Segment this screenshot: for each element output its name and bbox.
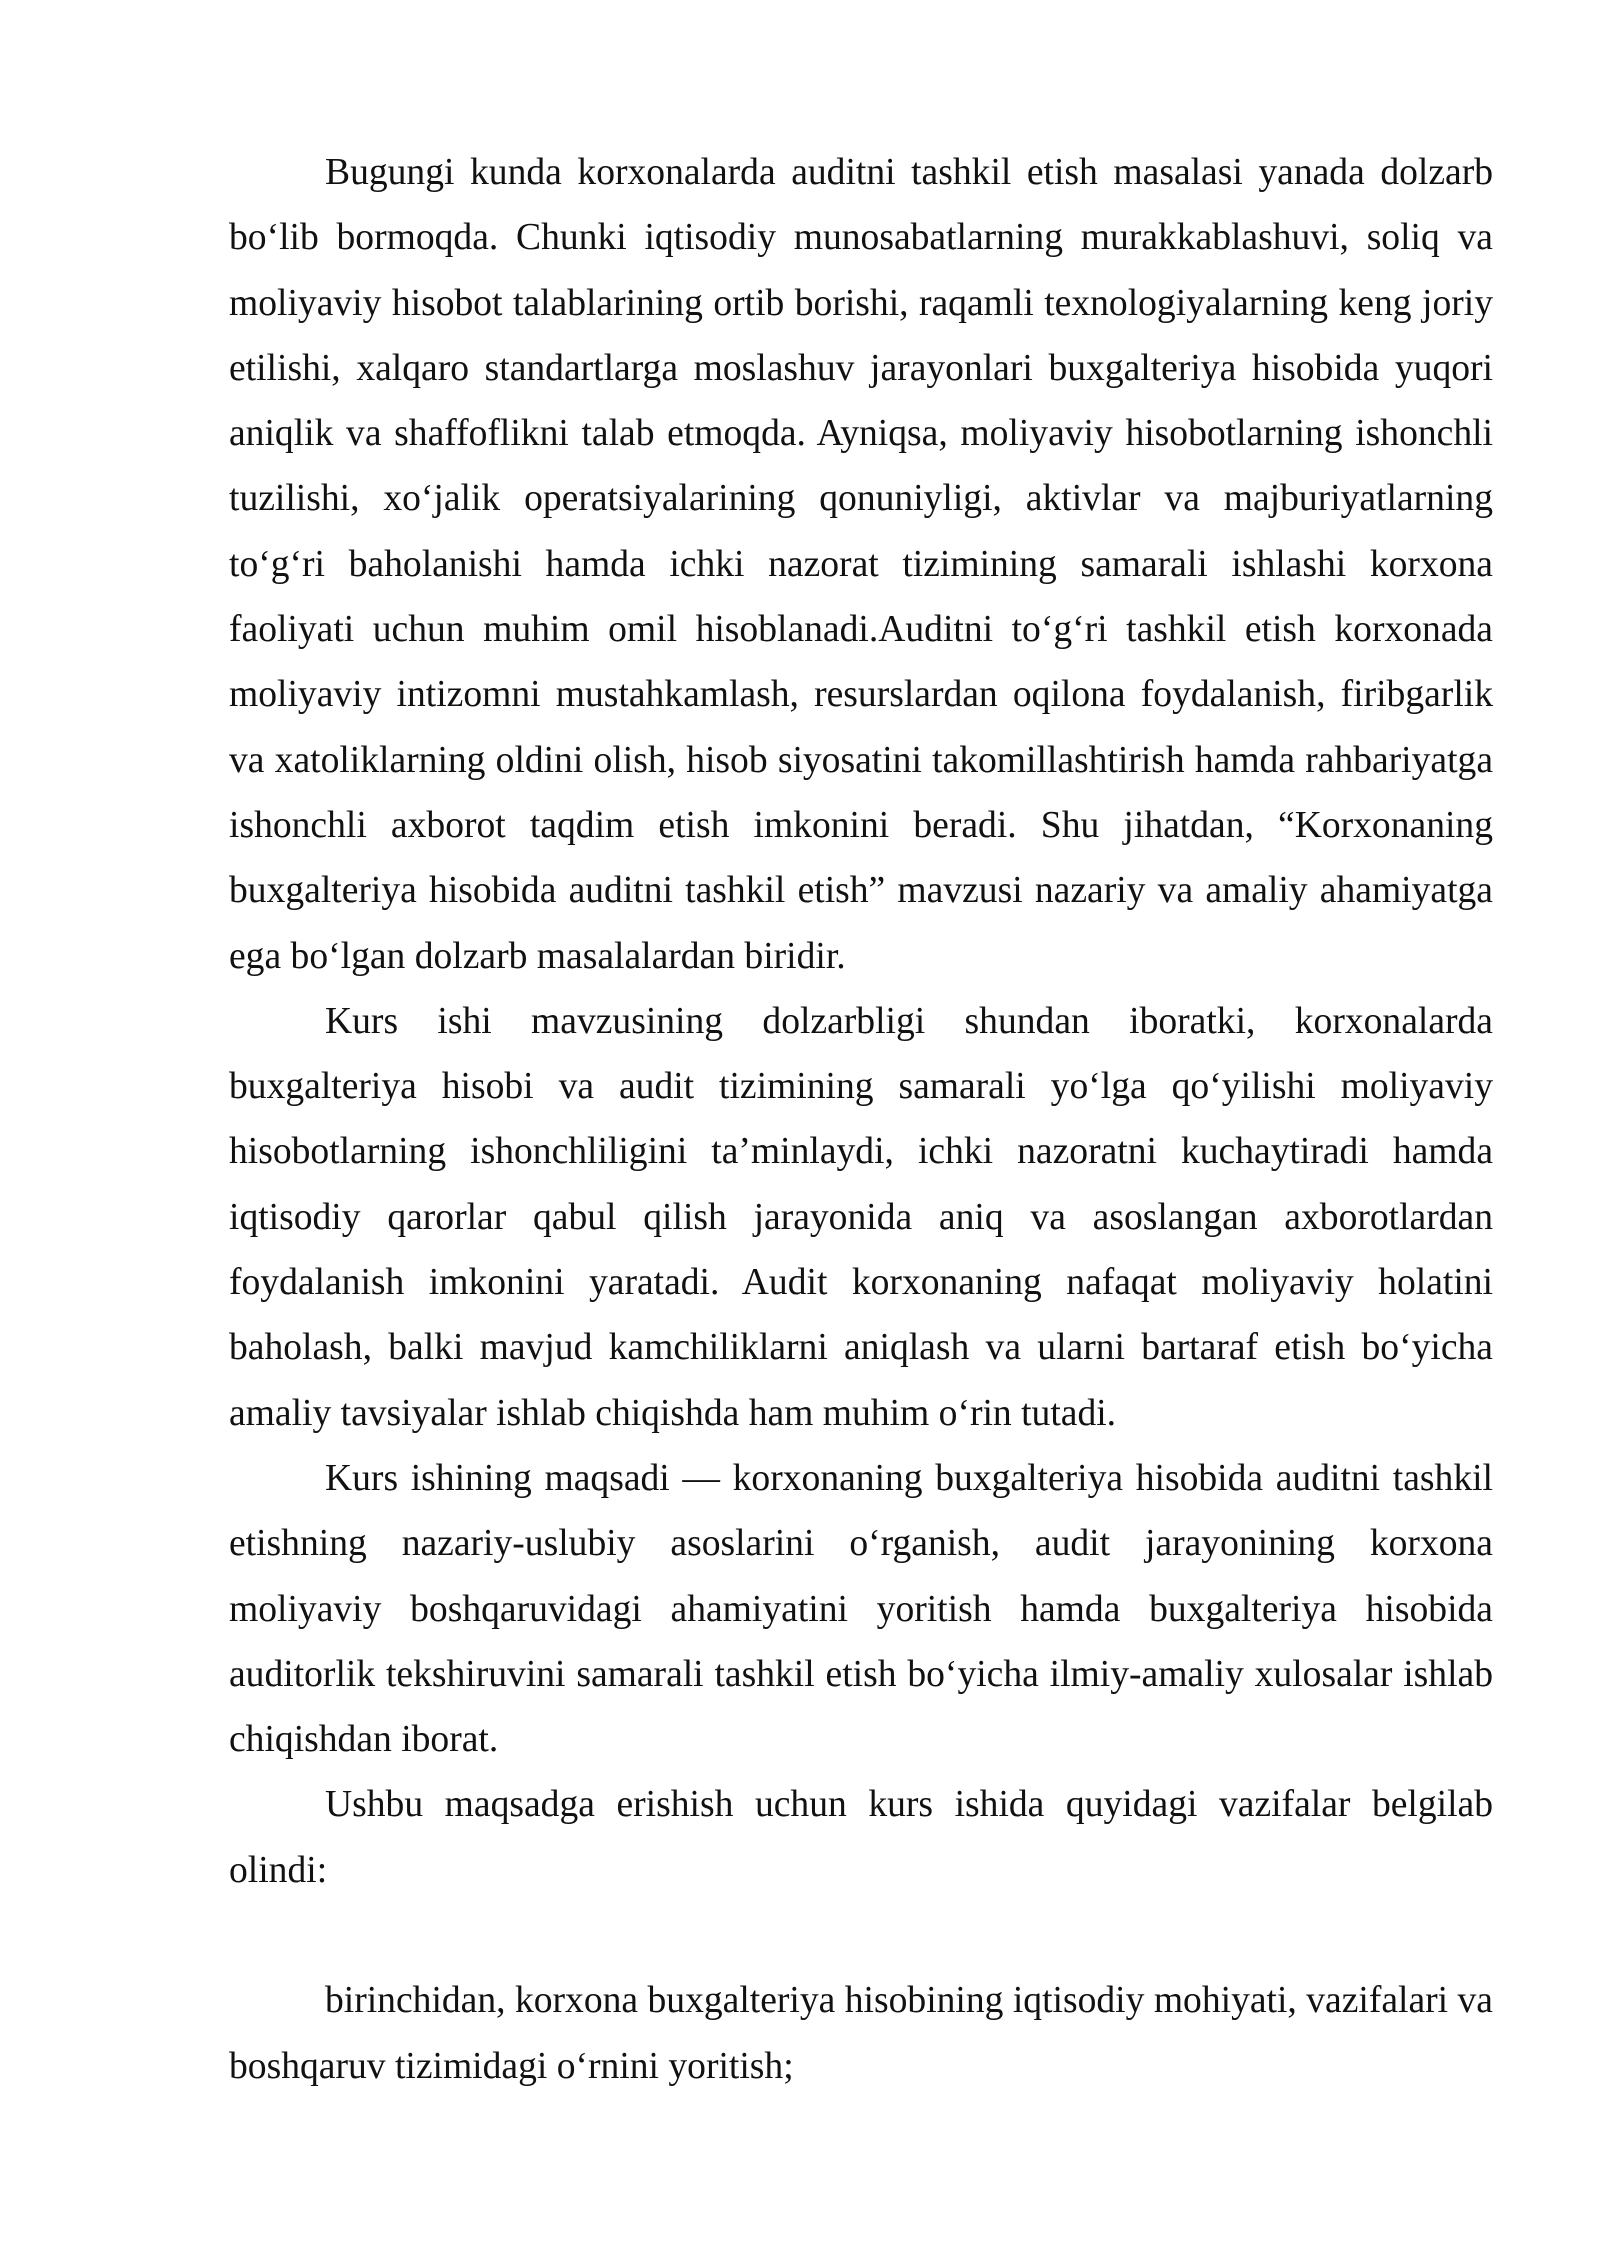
paragraph-task-first: birinchidan, korxona buxgalteriya hisobining iqtisodiy mohiyati, vazifalari va boshqaruv tizimidagi o‘rnini yoritish;: [229, 1980, 1493, 2087]
paragraph-tasks-intro: Ushbu maqsadga erishish uchun kurs ishida quyidagi vazifalar belgilab olindi:: [229, 1784, 1493, 1891]
document-page: [229, 140, 1493, 2099]
paragraph-relevance: Kurs ishi mavzusining dolzarbligi shundan iboratki, korxonalarda buxgalteriya hisobi va audit tizimining samarali yo‘lga qo‘yilishi moliyaviy hisobotlarning ishonchliligini ta’minlaydi, ichki nazoratni kuchaytiradi hamda iqtisodiy qarorlar qabul qilish jarayonida aniq va asoslangan axborotlardan foydalanish imkonini yaratadi. Audit korxonaning nafaqat moliyaviy holatini baholash, balki mavjud kamchiliklarni aniqlash va ularni bartaraf etish bo‘yicha amaliy tavsiyalar ishlab chiqishda ham muhim o‘rin tutadi.: [229, 1000, 1493, 1434]
blank-line: [229, 1903, 1493, 1968]
paragraph-goal: Kurs ishining maqsadi — korxonaning buxgalteriya hisobida auditni tashkil etishning nazariy-uslubiy asoslarini o‘rganish, audit jarayonining korxona moliyaviy boshqaruvidagi ahamiyatini yoritish hamda buxgalteriya hisobida auditorlik tekshiruvini samarali tashkil etish bo‘yicha ilmiy-amaliy xulosalar ishlab chiqishdan iborat.: [229, 1457, 1493, 1761]
paragraph-introduction: Bugungi kunda korxonalarda auditni tashkil etish masalasi yanada dolzarb bo‘lib bormoqda. Chunki iqtisodiy munosabatlarning murakkablashuvi, soliq va moliyaviy hisobot talablarining ortib borishi, raqamli texnologiyalarning keng joriy etilishi, xalqaro standartlarga moslashuv jarayonlari buxgalteriya hisobida yuqori aniqlik va shaffoflikni talab etmoqda. Ayniqsa, moliyaviy hisobotlarning ishonchli tuzilishi, xo‘jalik operatsiyalarining qonuniyligi, aktivlar va majburiyatlarning to‘g‘ri baholanishi hamda ichki nazorat tizimining samarali ishlashi korxona faoliyati uchun muhim omil hisoblanadi.Auditni to‘g‘ri tashkil etish korxonada moliyaviy intizomni mustahkamlash, resurslardan oqilona foydalanish, firibgarlik va xatoliklarning oldini olish, hisob siyosatini takomillashtirish hamda rahbariyatga ishonchli axborot taqdim etish imkonini beradi. Shu jihatdan, “Korxonaning buxgalteriya hisobida auditni tashkil etish” mavzusi nazariy va amaliy ahamiyatga ega bo‘lgan dolzarb masalalardan biridir.: [229, 152, 1493, 977]
